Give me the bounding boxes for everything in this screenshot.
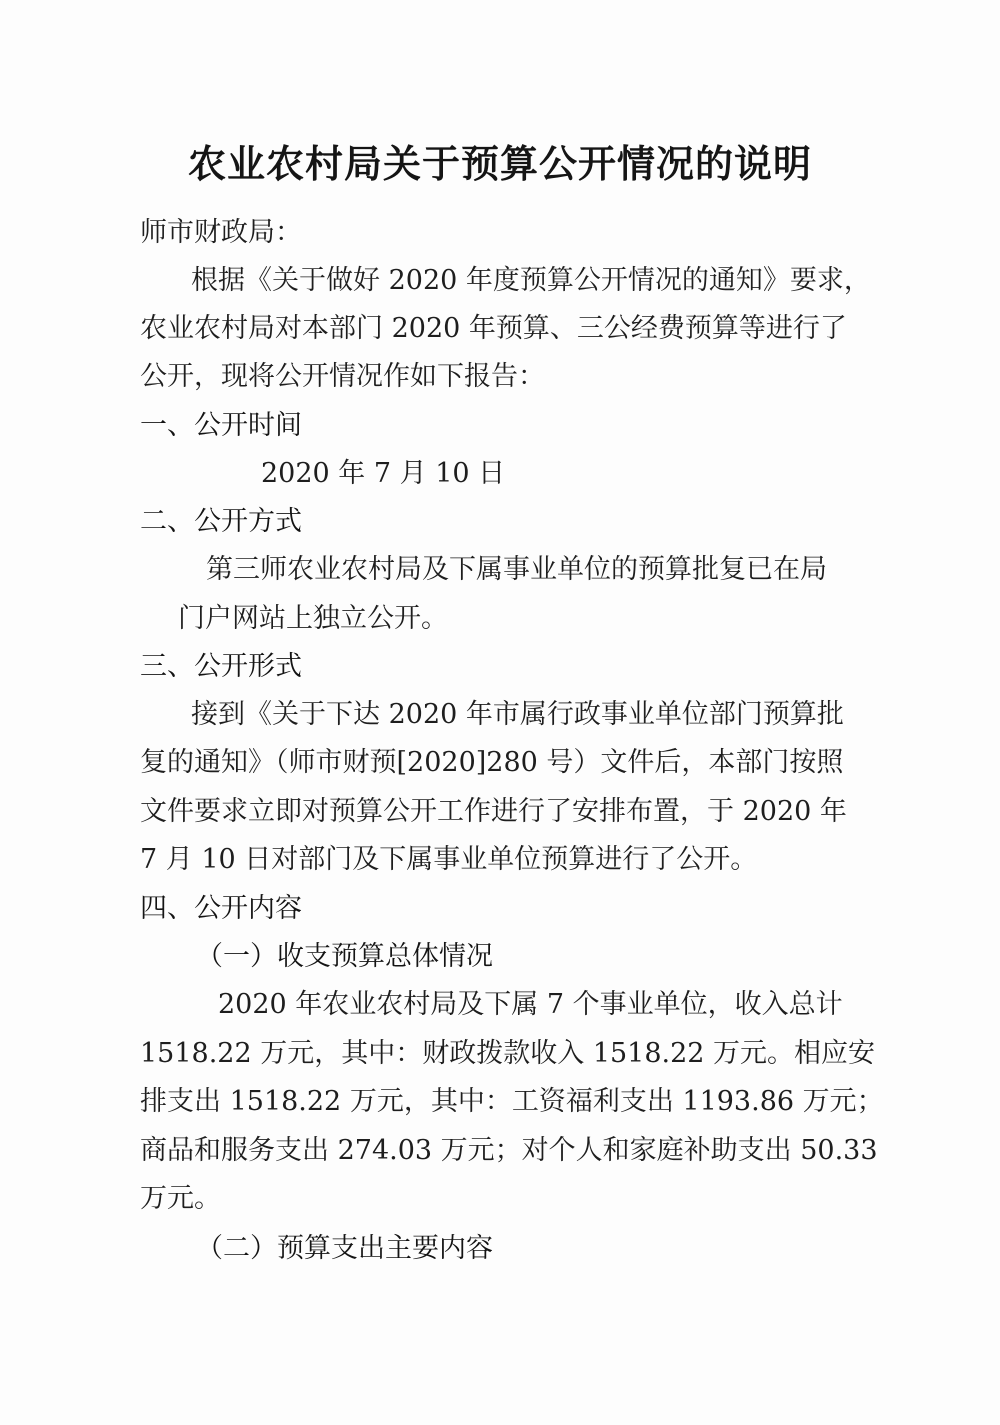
paragraph-line: 7 月 10 日对部门及下属事业单位预算进行了公开。 xyxy=(140,844,758,875)
paragraph-line: 复的通知》（师市财预[2020]280 号）文件后，本部门按照 xyxy=(140,747,844,778)
section-heading: 三、公开形式 xyxy=(140,651,302,682)
paragraph-line: 第三师农业农村局及下属事业单位的预算批复已在局 xyxy=(206,554,827,585)
paragraph-line: 1518.22 万元，其中：财政拨款收入 1518.22 万元。相应安 xyxy=(140,1038,876,1069)
date-line: 2020 年 7 月 10 日 xyxy=(261,458,506,489)
subsection-heading: （二）预算支出主要内容 xyxy=(196,1233,493,1264)
section-heading: 四、公开内容 xyxy=(140,893,302,924)
section-heading: 二、公开方式 xyxy=(140,506,302,537)
addressee-line: 师市财政局： xyxy=(140,217,302,248)
paragraph-line: 排支出 1518.22 万元，其中：工资福利支出 1193.86 万元； xyxy=(140,1086,884,1117)
paragraph-line: 公开，现将公开情况作如下报告： xyxy=(140,361,545,392)
paragraph-line: 根据《关于做好 2020 年度预算公开情况的通知》要求， xyxy=(191,265,871,296)
paragraph-line: 万元。 xyxy=(140,1183,221,1214)
document-title: 农业农村局关于预算公开情况的说明 xyxy=(187,141,812,186)
paragraph-line: 商品和服务支出 274.03 万元；对个人和家庭补助支出 50.33 xyxy=(140,1135,878,1166)
paragraph-line: 文件要求立即对预算公开工作进行了安排布置，于 2020 年 xyxy=(140,796,847,827)
paragraph-line: 2020 年农业农村局及下属 7 个事业单位，收入总计 xyxy=(218,989,843,1020)
paragraph-line: 接到《关于下达 2020 年市属行政事业单位部门预算批 xyxy=(191,699,844,730)
section-heading: 一、公开时间 xyxy=(140,410,302,441)
paragraph-line: 门户网站上独立公开。 xyxy=(178,603,448,634)
subsection-heading: （一）收支预算总体情况 xyxy=(196,941,493,972)
paragraph-line: 农业农村局对本部门 2020 年预算、三公经费预算等进行了 xyxy=(140,313,847,344)
